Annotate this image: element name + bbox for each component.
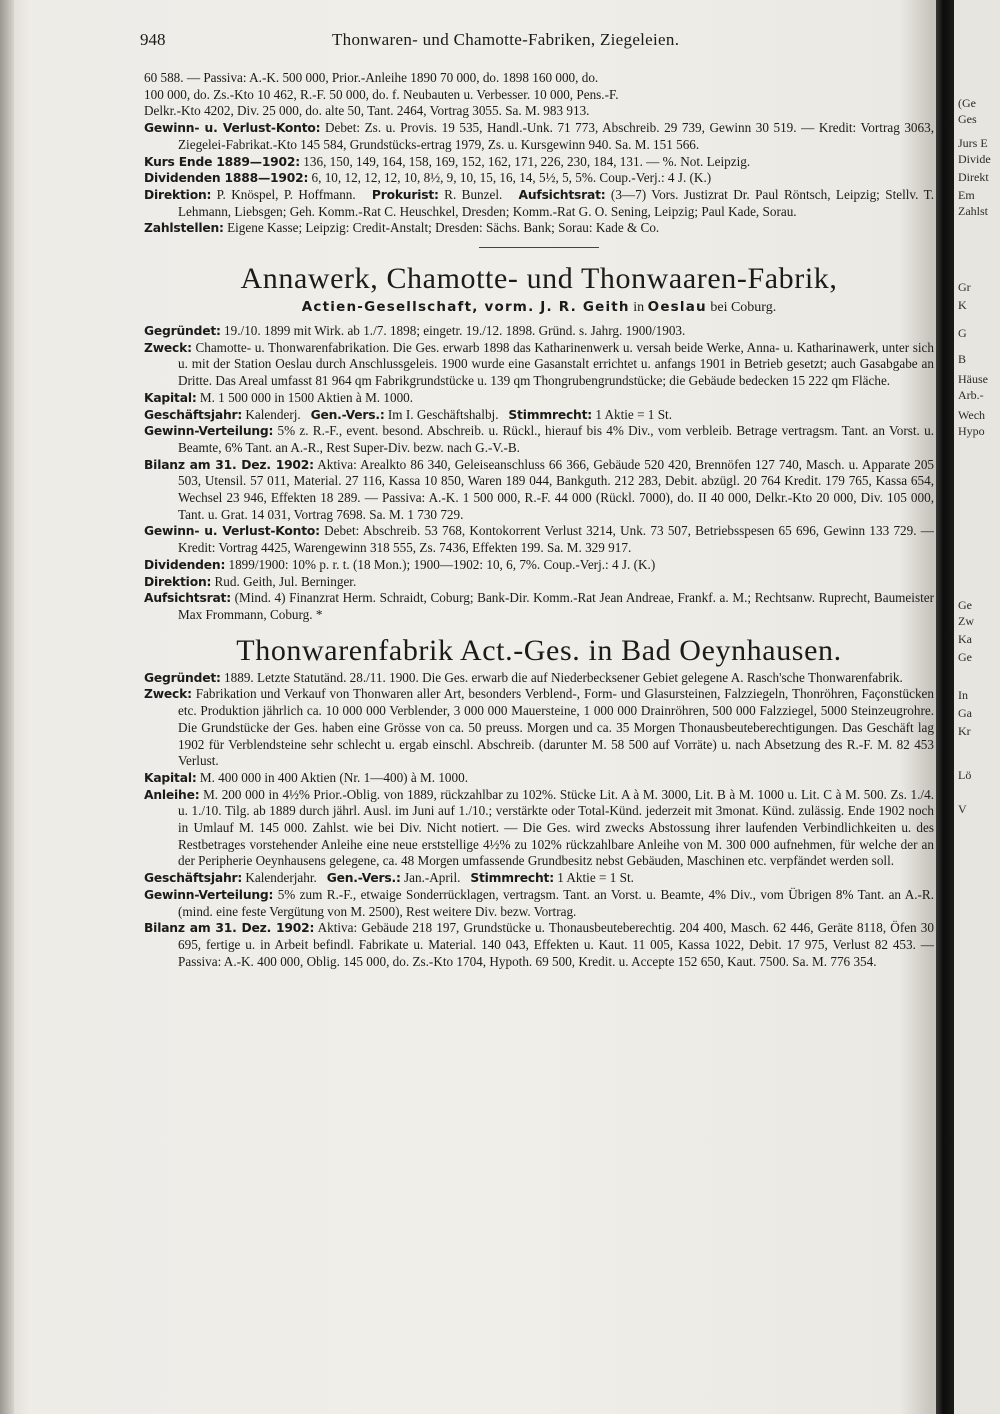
adjacent-page-fragment: K: [958, 298, 967, 312]
adjacent-page-fragment: G: [958, 326, 967, 340]
annawerk-gewv-label: Gewinn-Verteilung:: [144, 424, 274, 439]
adjacent-page-fragment: Wech: [958, 408, 986, 422]
adjacent-page-fragment: Häuse: [958, 372, 988, 386]
annawerk-aufsichtsrat: [144, 590, 934, 623]
oeynhausen-kapital-label: Kapital:: [144, 770, 197, 785]
adjacent-page-edge: [954, 0, 1000, 1414]
adjacent-page-fragment: V: [958, 802, 967, 816]
annawerk-gv-text: Im I. Geschäftshalbj.: [387, 406, 499, 422]
annawerk-direktion-label: Direktion:: [144, 574, 212, 589]
prev-direktion-label: Direktion:: [144, 187, 212, 202]
annawerk-subtitle-bold: Actien-Gesellschaft, vorm. J. R. Geith: [301, 299, 630, 316]
annawerk-kapital: [144, 390, 934, 407]
oeynhausen-kapital-text: M. 400 000 in 400 Aktien (Nr. 1—400) à M. 1000.: [199, 769, 468, 785]
prev-aufsicht-text: (3—7) Vors. Justizrat Dr. Paul Röntsch, Leipzig; Stellv. T. Lehmann, Liebsgen; Geh. Komm.-Rat C. Heuschkel, Dresden; Komm.-Rat G. O. Sening, Leipzig; Paul Kade, Sorau.: [178, 186, 935, 219]
adjacent-page-fragment: Zw: [958, 614, 974, 628]
annawerk-subtitle-place: Oeslau: [647, 299, 707, 316]
text-column: [144, 70, 934, 970]
annawerk-gegruendet: [144, 323, 934, 340]
oeynhausen-geschaeftsjahr: [144, 870, 934, 887]
oeynhausen-gv-label: Gen.-Vers.:: [326, 871, 401, 886]
annawerk-title: Annawerk, Chamotte- und Thonwaaren-Fabrik,: [240, 262, 838, 296]
prev-prokurist-text: R. Bunzel.: [444, 186, 503, 202]
adjacent-page-fragment: Ges: [958, 112, 977, 126]
annawerk-zweck: [144, 340, 934, 390]
adjacent-page-fragment: Gr: [958, 280, 971, 294]
prev-dividenden: [144, 170, 934, 187]
annawerk-gegr-label: Gegründet:: [144, 324, 221, 339]
annawerk-subtitle-in: in: [633, 300, 645, 316]
prev-div-label: Dividenden 1888—1902:: [144, 171, 309, 186]
prev-prokurist-label: Prokurist:: [371, 187, 439, 202]
adjacent-page-fragment: Ga: [958, 706, 972, 720]
prev-zahlstellen: [144, 220, 934, 237]
prev-div-text: 6, 10, 12, 12, 12, 10, 8½, 9, 10, 15, 16, 14, 5½, 5, 5%. Coup.-Verj.: 4 J. (K.): [311, 170, 712, 186]
oeynhausen-zweck-label: Zweck:: [144, 687, 192, 702]
oeynhausen-zweck: [144, 686, 934, 770]
annawerk-bilanz-label: Bilanz am 31. Dez. 1902:: [144, 457, 314, 472]
annawerk-gj-text: Kalenderj.: [245, 406, 301, 422]
prev-guv: [144, 120, 934, 153]
annawerk-dividenden: [144, 557, 934, 574]
prev-kurs-text: 136, 150, 149, 164, 158, 169, 152, 162, 171, 226, 230, 184, 131. — %. Not. Leipzig.: [303, 153, 751, 169]
prev-zahl-label: Zahlstellen:: [144, 221, 224, 236]
adjacent-page-fragment: Lö: [958, 768, 972, 782]
oeynhausen-anleihe: [144, 787, 934, 871]
annawerk-zweck-label: Zweck:: [144, 340, 192, 355]
page-number: 948: [140, 30, 166, 49]
annawerk-kapital-text: M. 1 500 000 in 1500 Aktien à M. 1000.: [199, 389, 414, 405]
adjacent-page-fragment: In: [958, 688, 968, 702]
annawerk-entry: [144, 262, 934, 624]
adjacent-page-fragment: Ka: [958, 632, 972, 646]
annawerk-gj-label: Geschäftsjahr:: [144, 407, 243, 422]
annawerk-direktion: [144, 574, 934, 591]
prev-direktion: [144, 187, 934, 220]
annawerk-gewv-text: 5% z. R.-F., event. besond. Abschreib. u. Rückl., hierauf bis 4% Div., vom verbleib. Betrage vertragsm. Tant. an Vorst. u. Beamte, 6% Tant. an A.-R., Rest Super-Div. bezw. nach G.-V.-B.: [178, 423, 934, 455]
prev-passiva-line-1: 60 588. — Passiva: A.-K. 500 000, Prior.-Anleihe 1890 70 000, do. 1898 160 000, do.: [144, 70, 599, 85]
oeynhausen-kapital: [144, 770, 934, 787]
adjacent-page-fragment: Arb.-: [958, 388, 984, 402]
oeynhausen-gewv-label: Gewinn-Verteilung:: [144, 887, 274, 902]
annawerk-gv-label: Gen.-Vers.:: [310, 407, 385, 422]
oeynhausen-anleihe-text: M. 200 000 in 4½% Prior.-Oblig. von 1889, rückzahlbar zu 102%. Stücke Lit. A à M. 3000, Lit. B à M. 1000 u. Lit. C à M. 500. Zs. 1./4. u. 1./10. Tilg. ab 1889 durch jährl. Ausl. im Juni auf 1./10.; verstärkte oder Total-Künd. jederzeit mit 3monat. Künd. zulässig. Ende 1902 noch in Umlauf M. 145 000. Zahlst. wie bei Div. Nicht notiert. — Die Ges. wird zwecks Abstossung ihrer laufenden Verbindlichkeiten u. des Restbetrages vorstehender Anleihe eine neue erststellige 4½% zu 102% rückzahlbare Anleihe von M. 300 000 aufnehmen, für welche der an der Peripherie Oeynhausens gelegene, ca. 48 Morgen umfassende Grundbesitz nebst Gebäuden, Maschinen etc. verpfändet werden soll.: [178, 786, 934, 869]
annawerk-stimm-text: 1 Aktie = 1 St.: [595, 406, 672, 422]
oeynhausen-gj-text: Kalenderjahr.: [245, 870, 317, 886]
oeynhausen-stimm-text: 1 Aktie = 1 St.: [557, 870, 634, 886]
prev-kurs: [144, 154, 934, 171]
adjacent-page-fragment: Hypo: [958, 424, 985, 438]
prev-kurs-label: Kurs Ende 1889—1902:: [144, 154, 300, 169]
annawerk-zweck-text: Chamotte- u. Thonwarenfabrikation. Die Ges. erwarb 1898 das Katharinenwerk u. versah beide Werke, Anna- u. Katharinawerk, unter sich u. mit der Station Oeslau durch Anschlussgeleis. 1900 wurde eine Gasanstalt errichtet u. anfangs 1901 in Betrieb gesetzt; auch Gasabgabe an Dritte. Das Areal umfasst 81 964 qm Fabrikgrundstücke u. 139 qm Thongrubengrundstücke; die Gebäude bedecken 15 222 qm Fläche.: [178, 339, 934, 389]
oeynhausen-gv-text: Jan.-April.: [404, 870, 461, 886]
adjacent-page-fragment: Ge: [958, 650, 972, 664]
oeynhausen-anleihe-label: Anleihe:: [144, 787, 200, 802]
annawerk-gegr-text: 19./10. 1899 mit Wirk. ab 1./7. 1898; eingetr. 19./12. 1898. Gründ. s. Jahrg. 1900/1903.: [224, 323, 686, 339]
oeynhausen-gewinnverteilung: [144, 887, 934, 920]
annawerk-aufsicht-text: (Mind. 4) Finanzrat Herm. Schraidt, Coburg; Bank-Dir. Komm.-Rat Jean Andreae, Frankf. a. M.; Rechtsanw. Ruprecht, Baumeister Max Frommann, Coburg. *: [178, 590, 934, 622]
annawerk-kapital-label: Kapital:: [144, 390, 197, 405]
oeynhausen-bilanz: [144, 920, 934, 970]
prev-guv-text: Debet: Zs. u. Provis. 19 535, Handl.-Unk. 71 773, Abschreib. 29 739, Gewinn 30 519. — Kredit: Vortrag 3063, Ziegelei-Fabrikat.-Kto 145 584, Grundstücks-ertrag 1979, Zs. u. Kursgewinn 940. Sa. M. 151 566.: [178, 120, 935, 152]
adjacent-page-fragment: Kr: [958, 724, 971, 738]
adjacent-page-fragment: B: [958, 352, 967, 366]
oeynhausen-bilanz-label: Bilanz am 31. Dez. 1902:: [144, 921, 315, 936]
annawerk-div-label: Dividenden:: [144, 557, 226, 572]
oeynhausen-gegruendet: [144, 670, 934, 687]
adjacent-page-fragment: Ge: [958, 598, 972, 612]
prev-passiva-line-2: 100 000, do. Zs.-Kto 10 462, R.-F. 50 000, do. f. Neubauten u. Verbesser. 10 000, Pens.-F.: [144, 86, 619, 102]
annawerk-bilanz-text: Aktiva: Arealkto 86 340, Geleiseanschluss 66 366, Gebäude 520 420, Brennöfen 127 740, Masch. u. Apparate 205 503, Utensil. 57 011, Material. 27 116, Kassa 10 850, Waren 189 044, Bankguth. 212 283, Debit. abzügl. 20 764 Kredit. 179 765, Kassa 654, Wechsel 23 946, Effekten 18 289. — Passiva: A.-K. 1 500 000, R.-F. 44 000 (Rückl. 7000), do. II 40 000, Delkr.-Kto 20 000, Div. 105 000, Tant. u. Grat. 14 031, Vortrag 7698. Sa. M. 1 730 729.: [178, 456, 935, 522]
section-gap: [144, 624, 934, 632]
annawerk-stimm-label: Stimmrecht:: [508, 407, 593, 422]
prev-zahl-text: Eigene Kasse; Leipzig: Credit-Anstalt; Dresden: Sächs. Bank; Sorau: Kade & Co.: [227, 220, 660, 236]
left-gutter-shadow: [0, 0, 14, 1414]
prev-guv-label: Gewinn- u. Verlust-Konto:: [144, 121, 321, 136]
adjacent-page-fragment: Jurs E: [958, 136, 988, 150]
annawerk-gewinnverteilung: [144, 423, 934, 456]
oeynhausen-gj-label: Geschäftsjahr:: [144, 871, 243, 886]
oeynhausen-stimm-label: Stimmrecht:: [470, 871, 554, 886]
annawerk-aufsicht-label: Aufsichtsrat:: [144, 591, 231, 606]
oeynhausen-gewv-text: 5% zum R.-F., etwaige Sonderrücklagen, vertragsm. Tant. an Vorst. u. Beamte, 4% Div., vom Übrigen 8% Tant. an A.-R. (mind. eine feste Vergütung von M. 2500), Rest weitere Div. bezw. Vortrag.: [178, 886, 935, 919]
book-binding-shadow: [936, 0, 954, 1414]
prev-direktion-text: P. Knöspel, P. Hoffmann.: [216, 186, 356, 202]
adjacent-page-fragment: Direkt: [958, 170, 989, 184]
oeynhausen-gegr-text: 1889. Letzte Statutänd. 28./11. 1900. Die Ges. erwarb die auf Niederbecksener Gebiet gelegene A. Rasch'sche Thonwarenfabrik.: [224, 669, 903, 685]
oeynhausen-entry: [144, 634, 934, 971]
annawerk-geschaeftsjahr: [144, 407, 934, 424]
adjacent-page-fragment: Divide: [958, 152, 991, 166]
prev-company-entry: [144, 70, 934, 237]
oeynhausen-zweck-text: Fabrikation und Verkauf von Thonwaren aller Art, besonders Verblend-, Form- und Glasursteinen, Falzziegeln, Thonröhren, Façonstücken etc. Produktion jährlich ca. 10 000 000 Verblender, 3 000 000 Mauersteine, 1 000 000 Drainröhren, 500 000 Falzziegel, 5000 Steinzeugrohre. Die Grundstücke der Ges. haben eine Grösse von ca. 50 preuss. Morgen und ca. 35 Morgen Thonausbeuteberechtigungen. Das Geschäft lag 1902 für Verblendsteine sehr schlecht u. ergab einschl. Abschreib. (darunter M. 58 500 auf Vorräte) u. nach Absetzung des R.-F. M. 82 453 Verlust.: [178, 686, 935, 769]
oeynhausen-title: Thonwarenfabrik Act.-Ges. in Bad Oeynhausen.: [236, 633, 842, 667]
adjacent-page-fragment: Zahlst: [958, 204, 988, 218]
annawerk-bilanz: [144, 457, 934, 524]
prev-passiva-line-3: Delkr.-Kto 4202, Div. 25 000, do. alte 50, Tant. 2464, Vortrag 3055. Sa. M. 983 913.: [144, 103, 590, 119]
adjacent-page-fragment: Em: [958, 188, 975, 202]
annawerk-guv-label: Gewinn- u. Verlust-Konto:: [144, 524, 320, 539]
annawerk-subtitle-rest: bei Coburg.: [710, 300, 777, 316]
annawerk-guv-text: Debet: Abschreib. 53 768, Kontokorrent Verlust 3214, Unk. 73 507, Betriebsspesen 65 696, Gewinn 133 729. — Kredit: Vortrag 4425, Warengewinn 318 555, Zs. 7436, Effekten 199. Sa. M. 329 917.: [178, 523, 934, 556]
oeynhausen-bilanz-text: Aktiva: Gebäude 218 197, Grundstücke u. Thonausbeuteberechtig. 204 400, Masch. 62 446, Geräte 8118, Öfen 30 695, fertige u. in Arbeit befindl. Fabrikate u. Material. 140 043, Effekten u. Kaut. 11 005, Kassa 1022, Debit. 17 975, Verlust 82 453. — Passiva: A.-K. 400 000, Oblig. 145 000, do. Zs.-Kto 1704, Hypoth. 69 500, Kredit. u. Accepte 152 650, Kaut. 7500. Sa. M. 776 354.: [178, 920, 934, 969]
running-title: Thonwaren- und Chamotte-Fabriken, Ziegeleien.: [332, 30, 680, 49]
oeynhausen-gegr-label: Gegründet:: [144, 670, 221, 685]
annawerk-guv: [144, 523, 934, 556]
annawerk-subtitle: [144, 298, 934, 317]
annawerk-div-text: 1899/1900: 10% p. r. t. (18 Mon.); 1900—1902: 10, 6, 7%. Coup.-Verj.: 4 J. (K.): [228, 556, 656, 572]
adjacent-page-fragment: (Ge: [958, 96, 976, 110]
page-header: [140, 30, 940, 54]
section-divider: [479, 247, 599, 248]
annawerk-direktion-text: Rud. Geith, Jul. Berninger.: [214, 573, 357, 589]
prev-aufsicht-label: Aufsichtsrat:: [518, 187, 606, 202]
